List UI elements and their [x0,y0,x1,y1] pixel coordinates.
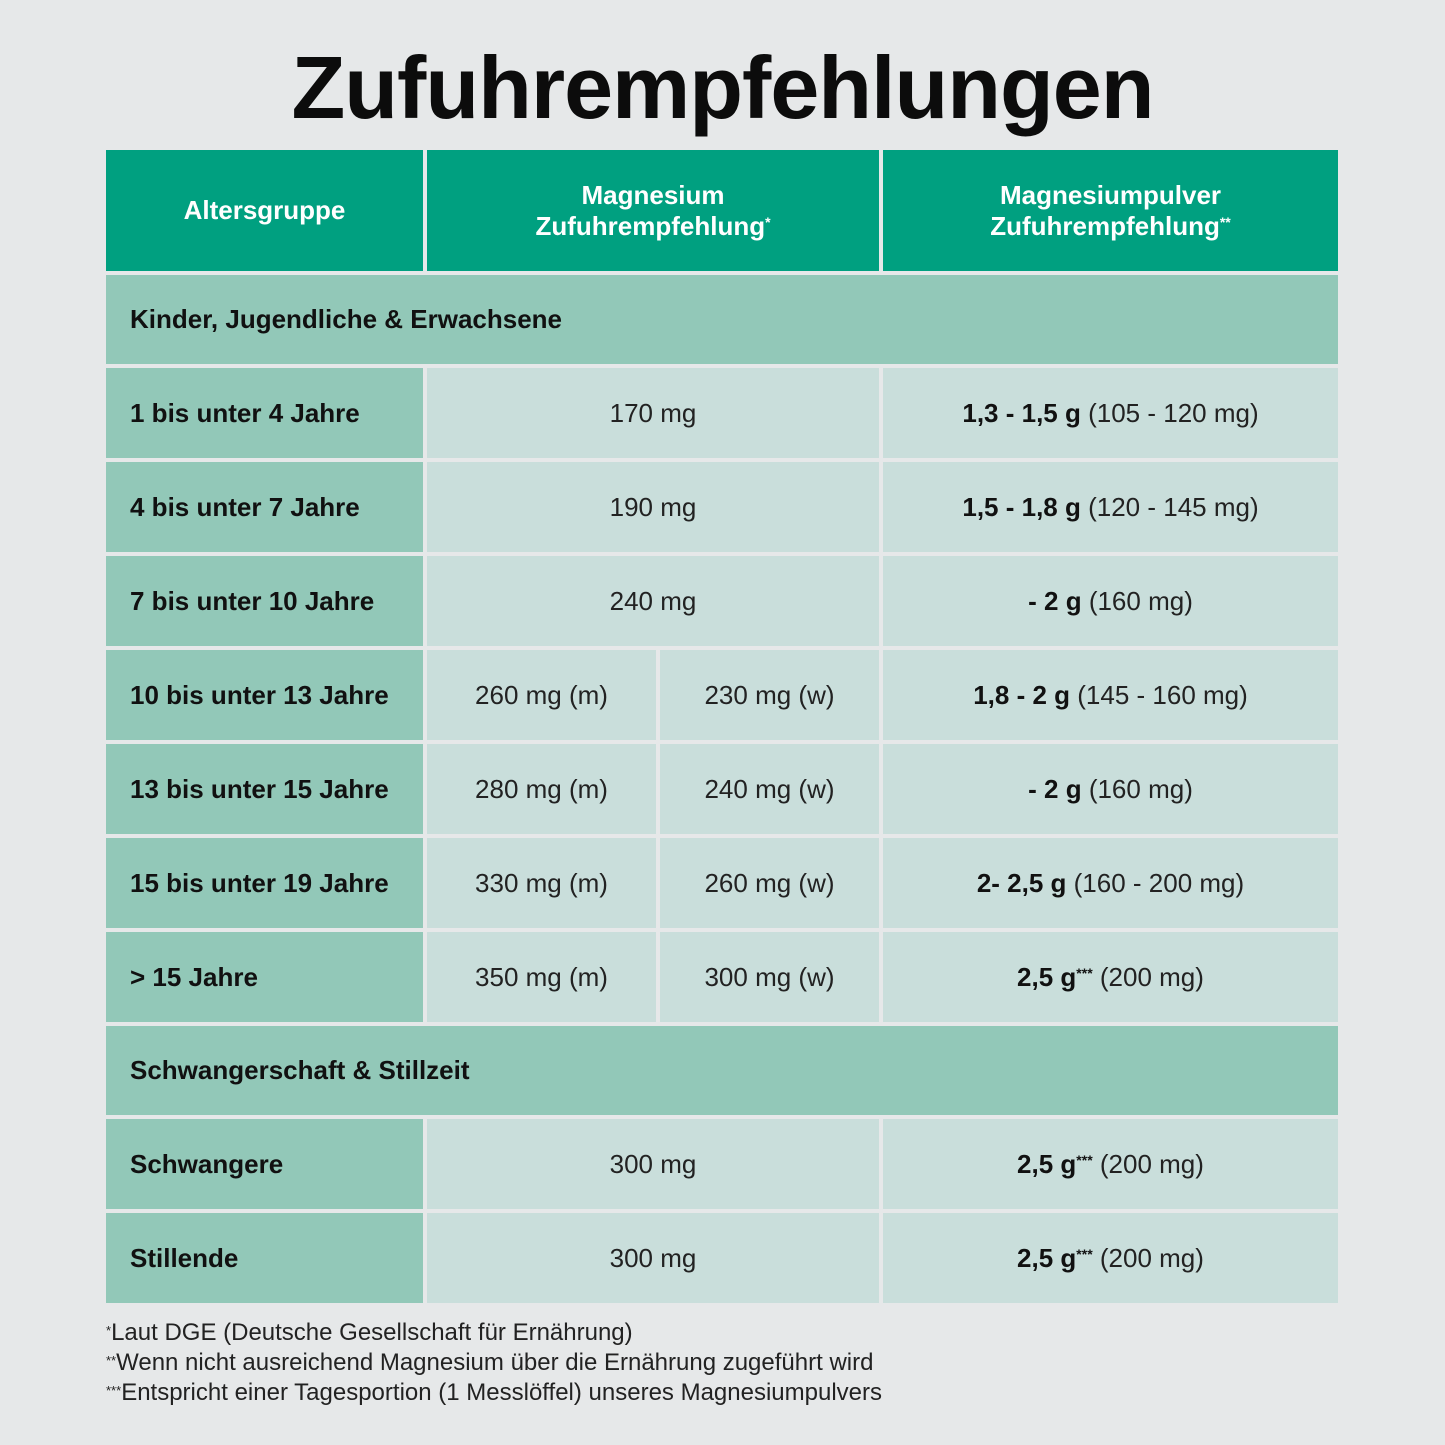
magnesium-value-female: 260 mg (w) [660,838,879,928]
powder-mg: (120 - 145 mg) [1088,491,1259,522]
header-magnesium-powder [883,150,1338,271]
magnesium-value-female: 230 mg (w) [660,650,879,740]
powder-amount: 1,8 - 2 g [973,679,1071,710]
age-group-cell: > 15 Jahre [106,932,423,1022]
footnote-mark: *** [1076,1246,1093,1262]
powder-mg: (160 mg) [1088,773,1193,804]
footnote-text: Laut DGE (Deutsche Gesellschaft für Ernährung) [111,1319,633,1346]
header-magnesium-line1: Magnesium [581,179,725,210]
powder-amount: 2- 2,5 g [976,867,1067,898]
age-group-cell: 4 bis unter 7 Jahre [106,462,423,552]
magnesium-value-male: 350 mg (m) [427,932,656,1022]
magnesium-value-female: 300 mg (w) [660,932,879,1022]
header-powder-line2 [990,211,1231,242]
powder-mg: (160 - 200 mg) [1073,867,1245,898]
powder-amount: 2,5 g [1017,961,1077,992]
footnote-mark: * [106,1323,112,1338]
powder-mg: (200 mg) [1099,1148,1204,1179]
recommendation-table [106,150,1339,1303]
powder-value [883,932,1338,1022]
age-group-cell: Stillende [106,1213,423,1303]
powder-value [883,462,1338,552]
footnote-mark: *** [1076,965,1093,981]
powder-value [883,556,1338,646]
powder-mg: (200 mg) [1099,1242,1204,1273]
magnesium-value: 240 mg [427,556,879,646]
footnote-3 [106,1378,1339,1408]
age-group-cell: Schwangere [106,1119,423,1209]
header-age-group-label: Altersgruppe [183,195,346,225]
age-group-cell: 13 bis unter 15 Jahre [106,744,423,834]
footnote-1 [106,1318,1339,1348]
footnote-mark: ** [106,1353,117,1368]
powder-value [883,1119,1338,1209]
magnesium-value-male: 260 mg (m) [427,650,656,740]
powder-value [883,838,1338,928]
footnote-mark: *** [1076,1152,1093,1168]
magnesium-value-male: 330 mg (m) [427,838,656,928]
magnesium-value-male: 280 mg (m) [427,744,656,834]
magnesium-value: 300 mg [427,1119,879,1209]
powder-amount: 1,5 - 1,8 g [962,491,1081,522]
powder-amount: 2,5 g [1017,1242,1077,1273]
footnote-text: Entspricht einer Tagesportion (1 Messlöffel) unseres Magnesiumpulvers [121,1379,883,1406]
header-magnesium-line2-text: Zufuhrempfehlung [535,210,766,241]
page-title: Zufuhrempfehlungen [291,38,1154,137]
powder-mg: (200 mg) [1099,961,1204,992]
powder-mg: (160 mg) [1088,585,1193,616]
section-pregnancy: Schwangerschaft & Stillzeit [106,1026,1338,1115]
powder-value [883,368,1338,458]
header-age-group [106,150,423,271]
footnote-mark: * [765,213,771,230]
powder-amount: - 2 g [1028,585,1082,616]
powder-value [883,650,1338,740]
footnote-text: Wenn nicht ausreichend Magnesium über die Ernährung zugeführt wird [116,1349,874,1376]
powder-value [883,744,1338,834]
footnotes [106,1318,1339,1408]
magnesium-value: 190 mg [427,462,879,552]
footnote-mark: *** [106,1383,122,1398]
age-group-cell: 10 bis unter 13 Jahre [106,650,423,740]
header-powder-line1: Magnesiumpulver [999,179,1222,210]
powder-amount: - 2 g [1028,773,1082,804]
footnote-2 [106,1348,1339,1378]
powder-value [883,1213,1338,1303]
magnesium-value-female: 240 mg (w) [660,744,879,834]
section-kids-adults: Kinder, Jugendliche & Erwachsene [106,275,1338,364]
magnesium-value: 300 mg [427,1213,879,1303]
powder-mg: (145 - 160 mg) [1077,679,1248,710]
age-group-cell: 15 bis unter 19 Jahre [106,838,423,928]
magnesium-value: 170 mg [427,368,879,458]
powder-mg: (105 - 120 mg) [1088,397,1259,428]
powder-amount: 2,5 g [1017,1148,1077,1179]
header-powder-line2-text: Zufuhrempfehlung [990,210,1220,241]
header-magnesium [427,150,879,271]
footnote-mark: ** [1219,213,1231,230]
powder-amount: 1,3 - 1,5 g [962,397,1081,428]
age-group-cell: 1 bis unter 4 Jahre [106,368,423,458]
age-group-cell: 7 bis unter 10 Jahre [106,556,423,646]
header-magnesium-line2 [535,211,770,242]
